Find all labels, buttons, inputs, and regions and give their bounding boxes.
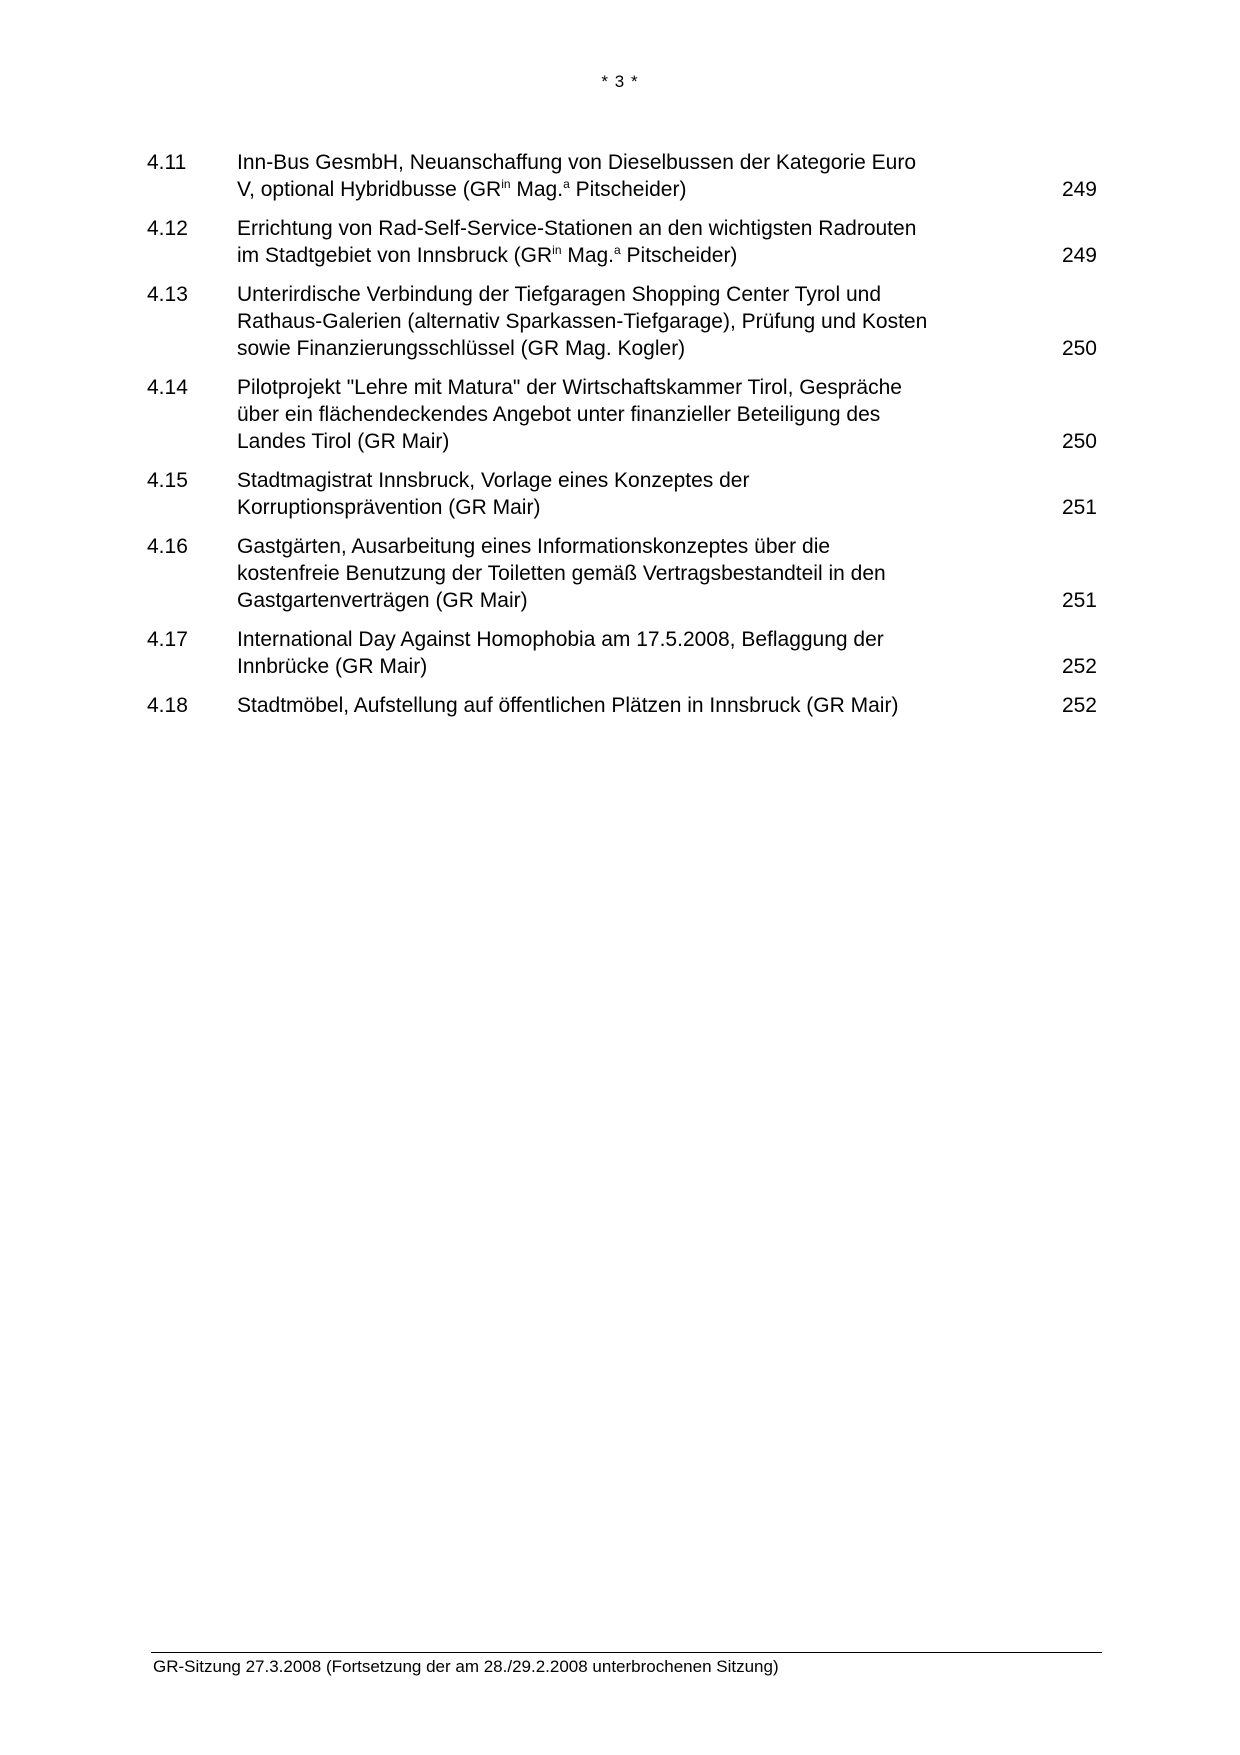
toc-entry-number: 4.11 [147,151,187,174]
footer-text: GR-Sitzung 27.3.2008 (Fortsetzung der am 28./29.2.2008 unterbrochenen Sitzung) [153,1657,779,1676]
toc-entry-4-14 [147,374,1097,455]
toc-entry-number: 4.12 [147,217,188,240]
toc-entry-title: International Day Against Homophobia am 17.5.2008, Beflaggung der Innbrücke (GR Mair) [237,628,884,678]
toc-entry-number: 4.18 [147,694,188,717]
toc-entry-title: Inn-Bus GesmbH, Neuanschaffung von Dieselbussen der Kategorie Euro V, optional Hybridbusse ($GR^{in}$ Mag.$^a$ Pitscheider) [237,151,917,201]
toc-entry-number: 4.13 [147,283,188,306]
toc-entry-title: Stadtmöbel, Aufstellung auf öffentlichen Plätzen in Innsbruck (GR Mair) [237,694,899,717]
toc-entry-number: 4.16 [147,535,188,558]
footer-divider [151,1652,1102,1653]
toc-entry-number: 4.14 [147,376,188,399]
toc-entry-title: Pilotprojekt "Lehre mit Matura" der Wirtschaftskammer Tirol, Gespräche über ein flächendeckendes Angebot unter finanzieller Beteiligung des Landes Tirol (GR Mair) [237,376,902,453]
toc-entry-title: Unterirdische Verbindung der Tiefgaragen Shopping Center Tyrol und Rathaus-Galerien (alternativ Sparkassen-Tiefgarage), Prüfung und Kosten sowie Finanzierungsschlüssel (GR Mag. Kogler) [237,283,928,360]
toc-entry-page: 252 [1061,655,1097,678]
toc-entry-page: 251 [1061,496,1097,519]
toc-entry-4-12 [147,215,1097,269]
toc-entry-title: Stadtmagistrat Innsbruck, Vorlage eines Konzeptes der Korruptionsprävention (GR Mair) [237,469,750,519]
toc-entry-page: 251 [1061,589,1097,612]
toc-entry-number: 4.17 [147,628,188,651]
toc-entry-4-16 [147,533,1097,614]
toc-entry-4-17 [147,626,1097,680]
toc-entry-4-18 [147,692,1097,719]
toc-entry-page: 250 [1061,430,1097,453]
toc-entry-4-15 [147,467,1097,521]
table-of-contents [147,149,1097,731]
toc-entry-number: 4.15 [147,469,188,492]
toc-entry-title: Gastgärten, Ausarbeitung eines Informationskonzeptes über die kostenfreie Benutzung der Toiletten gemäß Vertragsbestandteil in den Gastgartenverträgen (GR Mair) [237,535,886,612]
toc-entry-4-11 [147,149,1097,203]
page-number: * 3 * [601,72,639,91]
toc-entry-page: 249 [1061,178,1097,201]
toc-entry-page: 252 [1061,694,1097,717]
toc-entry-page: 250 [1061,337,1097,360]
toc-entry-4-13 [147,281,1097,362]
toc-entry-page: 249 [1061,244,1097,267]
toc-entry-title: Errichtung von Rad-Self-Service-Stationen an den wichtigsten Radrouten im Stadtgebiet von Innsbruck ($GR^{in}$ Mag.$^a$ Pitscheider) [237,217,917,267]
